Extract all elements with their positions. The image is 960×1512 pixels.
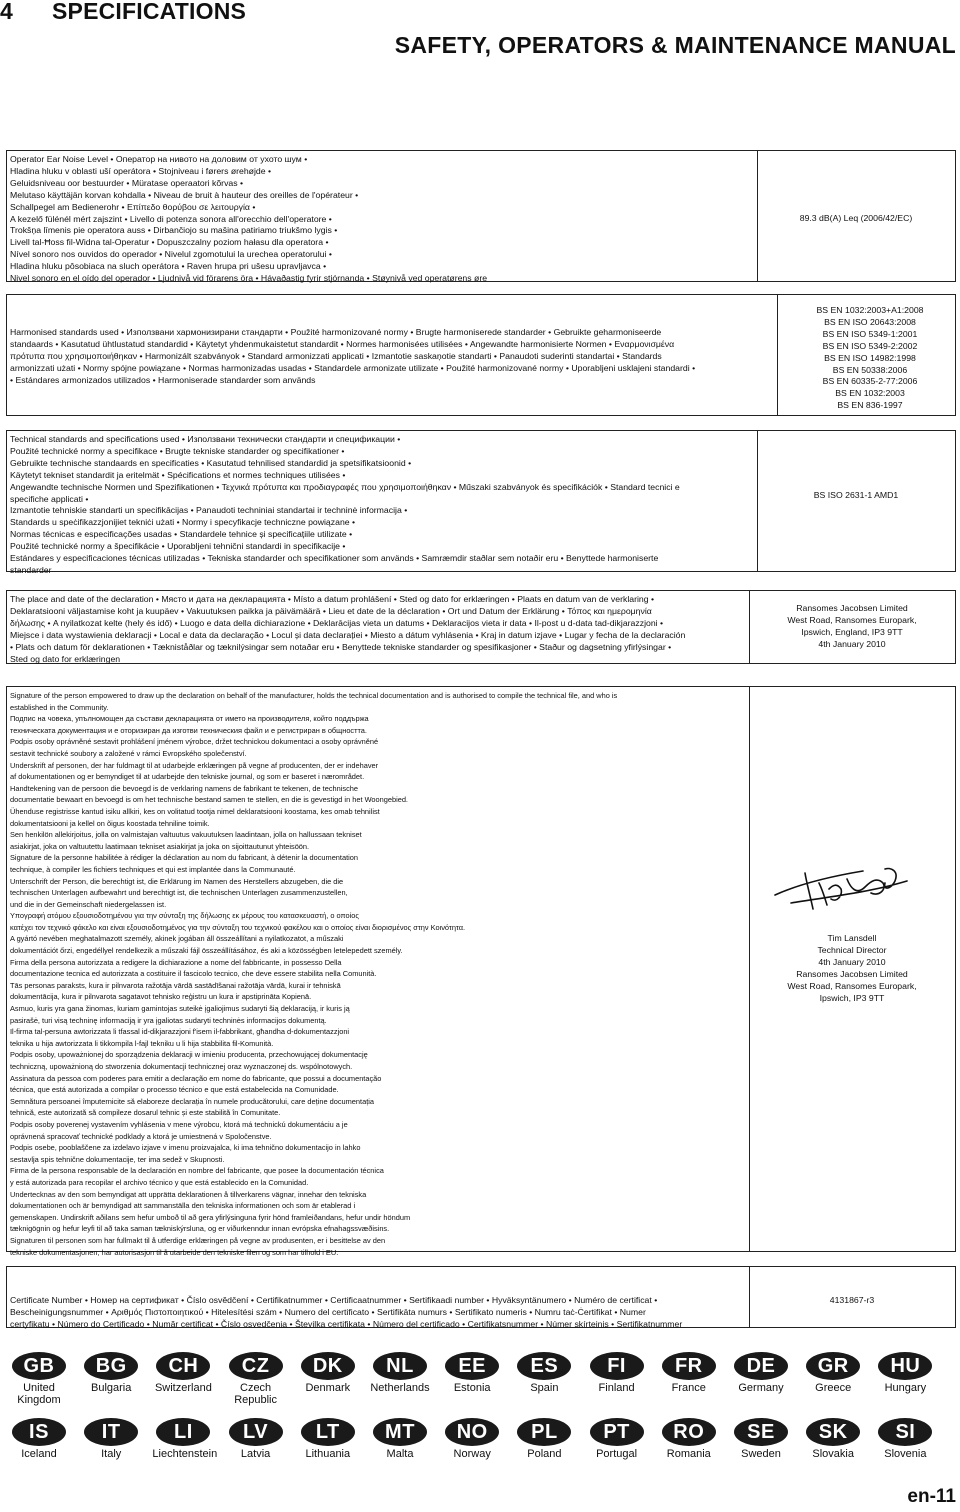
country-badge [802,1352,864,1394]
standard-item: BS EN 50338:2006 [832,364,908,375]
certificate-section [6,1266,956,1328]
text-line: κατέχει τον τεχνικό φάκελο και είναι εξουσιοδοτημένος για την σύνταξη του τεχνικού φακέλου και ο οποίος είναι διορισμένος στην Κοινότητα. [10,922,466,932]
text-line: Semnătura persoanei împuternicite să elaboreze declarația în numele producătorului, care deține documentația [10,1096,374,1106]
noise-level-section [6,150,956,282]
country-badges-row-2 [6,1418,956,1474]
text-line: und die in der Gemeinschaft niedergelassen ist. [10,899,167,909]
country-name: Liechtenstein [152,1448,218,1460]
standard-item: BS EN ISO 5349-2:2002 [822,340,918,351]
text-line: Il-firma tal-persuna awtorizzata li tfassal id-dikjarazzjoni f'isem il-fabbrikant, għandha d-dokumentazzjoni [10,1027,350,1037]
text-line: pasirašė, turi visą techninę informaciją ir yra įgaliotas sudaryti techninės informacijos dokumentą. [10,1015,327,1025]
text-line: asiakirjat, joka on valtuutettu laatimaan tekniset asiakirjat ja joka on sijoittautunut yhteisöön. [10,841,310,851]
text-line: Underskrift af personen, der har fuldmagt til at udarbejde erklæringen på vegne af producenten, der er indehaver [10,760,379,770]
signer-line: Technical Director [817,944,887,955]
text-line: Hladina hluku v oblasti uší operátora • Stojniveau i førers ørehøjde • [10,165,272,176]
text-line: standarder [10,564,52,575]
text-line: sestavit technické soubory a založené v rámci Evropského společenství. [10,748,247,758]
country-badge [80,1418,142,1460]
country-badge [441,1352,503,1394]
text-line: Standards u speċifikazzjonijiet tekniċi użati • Normy i specyfikacje techniczne powiązane • [10,517,356,528]
text-line: Assinatura da pessoa com poderes para emitir a declaração em nome do fabricante, que possui a documentação [10,1073,382,1083]
country-badge [441,1418,503,1460]
address-line: Ransomes Jacobsen Limited [796,603,908,613]
text-line: Undertecknas av den som bemyndigat att upprätta deklarationen å tillverkarens vägnar, innehar den tekniska [10,1189,367,1199]
country-badge [874,1418,936,1460]
text-line: technischen Unterlagen aufbewahrt und berechtigt ist, die technischen Unterlagen zusammenzustellen, [10,888,348,898]
text-line: Operator Ear Noise Level • Оператор на нивото на доловим от ухото шум • [10,154,308,164]
text-line: sestavlja spis tehnične dokumentacije, ter ima sedež v Skupnosti. [10,1154,225,1164]
country-code: EE [445,1352,499,1380]
country-badge [225,1352,287,1406]
standard-item: BS EN ISO 14982:1998 [824,352,916,363]
country-code: LI [156,1418,210,1446]
country-name: Germany [738,1382,784,1394]
country-name: Switzerland [154,1382,212,1394]
country-code: HU [878,1352,932,1380]
address-line: Ipswich, England, IP3 9TT [801,626,903,637]
country-badge [8,1418,70,1460]
text-line: A gyártó nevében meghatalmazott személy, akinek jogában áll összeállítani a nyilatkozatot, a műszaki [10,934,344,944]
harmonised-standards-text [10,327,695,387]
certificate-number-label [10,1295,682,1331]
country-code: DK [301,1352,355,1380]
text-line: Asmuo, kuris yra gana žinomas, kuriam gamintojas suteikė įgaliojimus sudaryti šią deklaraciją, ir kuris ją [10,1004,350,1014]
country-name: Estonia [453,1382,491,1394]
country-code: LT [301,1418,355,1446]
country-badge [369,1418,431,1460]
signer-line: West Road, Ransomes Europark, [787,980,917,991]
text-line: Podpis osebe, pooblaščene za izdelavo izjave v imenu proizvajalca, ki ima tehnično dokumentacijo in lahko [10,1143,361,1153]
text-line: Signature of the person empowered to draw up the declaration on behalf of the manufacturer, holds the technical documentation and is authorised to compile the technical file, and who is [10,691,618,700]
signer-details [749,933,955,1004]
country-name: Lithuania [305,1448,351,1460]
country-badge [658,1352,720,1394]
country-code: MT [373,1418,427,1446]
country-code: FI [590,1352,644,1380]
technical-standards-value: BS ISO 2631-1 AMD1 [813,490,899,500]
country-code: FR [662,1352,716,1380]
text-line: Käytetyt tekniset standardit ja eritelmät • Spécifications et normes techniques utilisées • [10,469,346,480]
country-code: NL [373,1352,427,1380]
country-code: LV [229,1418,283,1446]
text-line: oprávnená spracovať technické podklady a ktorá je umiestnená v Spoločenstve. [10,1131,272,1141]
text-line: af dokumentationen og er bemyndiget til at udarbejde den tekniske journal, og som er baseret i nærområdet. [10,772,365,782]
text-line: gemenskapen. Undirskrift aðilans sem hefur umboð til að gera yfirlýsinguna fyrir hönd framleiðandans, hefur undir höndum [10,1212,411,1222]
chapter-number: 4 [0,0,13,24]
address-line: 4th January 2010 [818,638,886,649]
country-badge [658,1418,720,1460]
text-line: dokumentatsiooni ja kellel on õigus koostada tehniline toimik. [10,818,210,828]
signer-line: Ipswich, IP3 9TT [819,992,885,1003]
country-badge [152,1352,214,1394]
country-code: PL [517,1418,571,1446]
text-line: tehnică, este autorizată să compileze dosarul tehnic și este stabilită în Comunitate. [10,1108,281,1118]
country-badge [586,1352,648,1394]
text-line: Miejsce i data wystawienia deklaracji • Local e data da declaração • Locul și data declarației • Miesto a dátum vyhlásenia • Kraj in datum izjave • Lugar y fecha de la declaración [10,629,686,640]
country-code: RO [662,1418,716,1446]
text-line: certyfikatu • Número do Certificado • Număr certificat • Číslo osvedčenia • Številka certifikata • Número del certificado • Certifikatsnummer • Númer skírteinis • Sertifikatnummer [10,1318,683,1329]
text-line: Hladina hluku pôsobiaca na sluch operátora • Raven hrupa pri ušesu upravljavca • [10,261,327,272]
declaration-place-section [6,590,956,664]
text-line: Sen henkilön allekirjoitus, jolla on valmistajan valtuutus vakuutuksen laadintaan, jolla on hallussaan tekniset [10,830,362,840]
country-name: Slovenia [884,1448,927,1460]
text-line: Estándares y especificaciones técnicas utilizadas • Tekniska standarder och specifikationer som används • Samræmdir staðlar sem notaðir eru • Benyttede harmoniserte [10,553,659,564]
country-code: CZ [229,1352,283,1380]
country-name: Denmark [305,1382,351,1394]
country-name: Greece [815,1382,852,1394]
text-line: Подпис на човека, упълномощен да състави декларацията от името на производителя, който поддържа [10,714,369,724]
manufacturer-address [749,603,955,651]
text-line: Unterschrift der Person, die berechtigt ist, die Erklärung im Namen des Herstellers abzugeben, die die [10,876,344,886]
text-line: teknika u hija awtorizzata li tikkompila l-fajl tekniku u li hija stabbilita fil-Komunità. [10,1038,274,1048]
signature-section [6,686,956,1257]
standard-item: BS EN 60335-2-77:2006 [822,376,918,387]
page-number: en-11 [907,1486,956,1507]
text-line: tekniske dokumentasjonen, har autorisasjon til å utarbeide den tekniske filen og som har tilhold i EU. [10,1247,339,1257]
country-badge [730,1418,792,1460]
text-line: Použité technické normy a specifikace • Brugte tekniske standarder og specifikationer • [10,445,345,456]
text-line: • Estándares armonizados utilizados • Harmoniserade standarder som används [10,374,316,385]
text-line: Signature de la personne habilitée à rédiger la déclaration au nom du fabricant, à détenir la documentation [10,853,358,863]
text-line: Použité technické normy a špecifikácie • Uporabljeni tehnični standardi in specifikacije • [10,541,346,552]
technical-standards-section [6,430,956,575]
country-badge [730,1352,792,1394]
country-code: IT [84,1418,138,1446]
text-line: Melutaso käyttäjän korvan kohdalla • Niveau de bruit à hauteur des oreilles de l'opérateur • [10,189,359,200]
text-line: documentazione tecnica ed autorizzata a costituire il fascicolo tecnico, che deve essere stabilita nella Comunità. [10,969,377,979]
text-line: Υπογραφή ατόμου εξουσιοδοτημένου για την σύνταξη της δήλωσης εκ μέρους του κατασκευαστή, ο οποίος [10,911,359,921]
text-line: técnica, que está autorizada a compilar o processo técnico e que está estabelecida na Comunidade. [10,1085,339,1095]
text-line: tæknigögnin og hefur leyfi til að taka saman tækniskýrsluna, og er viðurkenndur innan evrópska efnahagssvæðisins. [10,1224,390,1234]
text-line: techniczną, upoważnioną do stworzenia dokumentacji technicznej oraz wyznaczonej ds. wspólnotowych. [10,1062,353,1071]
country-name: Norway [453,1448,491,1460]
country-name: United Kingdom [17,1382,61,1406]
text-line: technique, à compiler les fichiers techniques et qui est implantée dans la Communauté. [10,864,296,874]
text-line: δήλωσης • A nyilatkozat kelte (hely és idő) • Luogo e data della dichiarazione • Deklarācijas vieta un datums • Deklaracijos vieta ir data • Il-post u d-data tad-dikjarazzjoni • [10,617,664,628]
text-line: πρότυπα που χρησιμοποιήθηκαν • Harmonizált szabványok • Standard armonizzati applicati • Izmantotie saskaņotie standarti • Panaudoti suderinti standartai • Standards [10,350,662,361]
text-line: Certificate Number • Номер на сертификат • Číslo osvědčení • Certifikatnummer • Certificaatnummer • Sertifikaadi number • Hyväksyntänumero • Numéro de certificat • [10,1295,658,1305]
standard-item: BS EN 1032:2003+A1:2008 [816,305,924,315]
country-name: Portugal [596,1448,638,1460]
manual-title: SAFETY, OPERATORS & MAINTENANCE MANUAL [394,32,956,58]
text-line: Schallpegel am Bedienerohr • Επίπεδο θορύβου σε λειτουργία • [10,201,256,212]
country-name: Slovakia [812,1448,854,1460]
text-line: Podpis osoby poverenej vystavením vyhlásenia v mene výrobcu, ktorá má technickú dokumentáciu a je [10,1119,348,1129]
text-line: dokumentációt őrzi, engedéllyel rendelkezik a műszaki fájl összeállításához, és aki a közösségben letelepedett személy. [10,946,403,956]
harmonised-standards-list [785,305,955,412]
country-name: Sweden [741,1448,781,1460]
country-name: Italy [101,1448,122,1460]
text-line: Firma de la persona responsable de la declaración en nombre del fabricante, que posee la documentación técnica [10,1166,384,1176]
country-code: BG [84,1352,138,1380]
country-badge [874,1352,936,1394]
country-code: ES [517,1352,571,1380]
text-line: Podpis osoby, upoważnionej do sporządzenia deklaracji w imieniu producenta, przechowującej dokumentację [10,1050,368,1060]
country-badge [225,1418,287,1460]
text-line: dokumentācija, kura ir pilnvarota sagatavot tehnisko reģistru un kura ir apstiprināta Kopienā. [10,992,312,1002]
country-badge [80,1352,142,1394]
text-line: Gebruikte technische standaards en specificaties • Kasutatud tehnilised standardid ja spetsifikatsioonid • [10,457,412,468]
country-name: Spain [530,1382,559,1394]
text-line: specifiche applicati • [10,493,89,504]
text-line: Nivel sonoro en el oído del operador • Ljudnivå vid förarens öra • Hávaðastig fyrir stjórnanda • Støynivå ved operatørens øre [10,273,488,284]
country-code: SI [878,1418,932,1446]
text-line: Trokšņa līmenis pie operatora auss • Dirbančiojo su mašina patiriamo triukšmo lygis • [10,225,338,236]
text-line: armonizzati użati • Normy spójne powiązane • Normas harmonizadas usadas • Standardele armonizate utilizate • Použité harmonizované normy • Uporabljeni usklajeni standardi • [10,362,696,373]
country-name: Latvia [240,1448,271,1460]
country-badge [513,1418,575,1460]
noise-level-value: 89.3 dB(A) Leq (2006/42/EC) [799,213,913,223]
standard-item: BS EN 836-1997 [837,400,903,411]
text-line: Geluidsniveau oor bestuurder • Müratase operaatori kõrvas • [10,177,244,188]
text-line: Podpis osoby oprávněné sestavit prohlášení jménem výrobce, držet technickou dokumentaci a osoby oprávněné [10,737,379,747]
text-line: Nível sonoro nos ouvidos do operador • Nivelul zgomotului la urechea operatorului • [10,249,332,260]
address-line: West Road, Ransomes Europark, [787,614,917,625]
text-line: established in the Community. [10,702,109,712]
country-name: France [671,1382,706,1394]
country-badges-row-1 [6,1352,956,1408]
text-line: Ühenduse registrisse kantud isiku allkiri, kes on volitatud tootja nimel deklaratsiooni koostama, kes omab tehnilist [10,806,380,816]
chapter-heading [0,0,246,25]
country-code: DE [734,1352,788,1380]
text-line: Normas técnicas e especificações usadas • Standardele tehnice și specificațiile utilizate • [10,529,353,540]
country-code: SE [734,1418,788,1446]
country-badge [586,1418,648,1460]
text-line: Sted og dato for erklæringen [10,653,121,664]
text-line: Technical standards and specifications used • Използвани технически стандарти и спецификации • [10,434,401,444]
text-line: Deklaratsiooni väljastamise koht ja kuupäev • Vakuutuksen paikka ja päivämäärä • Lieu et date de la déclaration • Ort und Datum der Erklärung • Τόπος και ημερομηνία [10,605,652,616]
standard-item: BS EN ISO 20643:2008 [824,316,916,327]
text-line: Signaturen til personen som har fullmakt til å utferdige erklæringen på vegne av produsenten, er i besittelse av den [10,1235,386,1245]
column-divider [777,295,778,415]
certificate-number: 4131867-r3 [829,1295,875,1305]
standard-item: BS EN 1032:2003 [835,388,905,399]
text-line: техническата документация и е оторизиран да изготви техническия файл и е регистриран в общността. [10,725,367,735]
text-line: A kezelő fülénél mért zajszint • Livello di potenza sonora all'orecchio dell'operatore • [10,213,332,224]
country-name: Iceland [21,1448,57,1460]
declaration-place-text [10,594,685,665]
country-badge [513,1352,575,1394]
country-name: Romania [666,1448,711,1460]
signer-line: 4th January 2010 [818,956,886,967]
country-code: CH [156,1352,210,1380]
text-line: The place and date of the declaration • Място и дата на декларацията • Místo a datum prohlášení • Sted og dato for erklæringen • Plaats en datum van de verklaring • [10,594,655,604]
country-badge [152,1418,218,1460]
harmonised-standards-section [6,294,956,416]
country-code: NO [445,1418,499,1446]
noise-level-text [10,154,487,285]
text-line: standaards • Kasutatud ühtlustatud standardid • Käytetyt yhdenmukaistetut standardit • Normes harmonisées utilisées • Angewandte harmonisierte Normen • Εναρμονισμένα [10,338,675,349]
country-name: Netherlands [370,1382,430,1394]
text-line: Firma della persona autorizzata a redigere la dichiarazione a nome del fabbricante, in possesso Della [10,957,342,967]
country-name: Bulgaria [91,1382,132,1394]
country-name: Hungary [884,1382,927,1394]
country-code: IS [12,1418,66,1446]
country-name: Poland [527,1448,562,1460]
text-line: Bescheinigungsnummer • Αριθμός Πιστοποιητικού • Hitelesítési szám • Numero del certificato • Sertifikāta numurs • Sertifikato numeris • Numru taċ-Ċertifikat • Numer [10,1306,646,1317]
country-badge [297,1352,359,1394]
country-badge [802,1418,864,1460]
text-line: dokumentationen och är bemyndigad att sammanställa den tekniska informationen och som är etablerad i [10,1201,356,1211]
handwritten-signature [767,859,915,919]
text-line: Handtekening van de persoon die bevoegd is de verklaring namens de fabrikant te tekenen, de technische [10,783,359,793]
signer-line: Ransomes Jacobsen Limited [796,968,908,979]
text-line: documentatie bewaart en bevoegd is om het technische bestand samen te stellen, en die is gevestigd in het Woongebied. [10,795,408,805]
text-line: y está autorizada para recopilar el archivo técnico y que está establecido en la Comunidad. [10,1177,309,1187]
country-code: GB [12,1352,66,1380]
standard-item: BS EN ISO 5349-1:2001 [822,328,918,339]
country-name: Czech Republic [234,1382,277,1406]
text-line: • Plats och datum för deklarationen • Tækniståðlar og tæknilýsingar sem notaðar eru • Benyttede tekniske standarder og spesifikasjoner • Staður og dagsetning yfirlýsingar • [10,641,672,652]
signer-line: Tim Lansdell [827,933,877,943]
country-badge [297,1418,359,1460]
country-name: Finland [598,1382,635,1394]
text-line: Angewandte technische Normen und Spezifikationen • Τεχνικά πρότυπα και προδιαγραφές που χρησιμοποιήθηκαν • Műszaki szabványok és specifikációk • Standard tecnici e [10,481,680,492]
chapter-title: SPECIFICATIONS [52,0,247,24]
country-code: GR [806,1352,860,1380]
text-line: Harmonised standards used • Използвани хармонизирани стандарти • Použité harmonizované normy • Brugte harmoniserede standarder • Gebruikte geharmoniseerde [10,327,662,337]
country-code: SK [806,1418,860,1446]
technical-standards-text [10,434,680,577]
signature-statement-text [10,690,617,1258]
text-line: Tās personas paraksts, kura ir pilnvarota ražotāja vārdā sastādīšanai ražotāja vārdā, kurai ir tehniskā [10,980,341,990]
country-badge [8,1352,70,1406]
text-line: Izmantotie tehniskie standarti un specifikācijas • Panaudoti techniniai standartai ir techninė informacija • [10,505,408,516]
text-line: Livell tal-Ħoss fil-Widna tal-Operatur • Dopuszczalny poziom hałasu dla operatora • [10,237,329,248]
country-name: Malta [386,1448,414,1460]
country-code: PT [590,1418,644,1446]
country-badge [369,1352,431,1394]
